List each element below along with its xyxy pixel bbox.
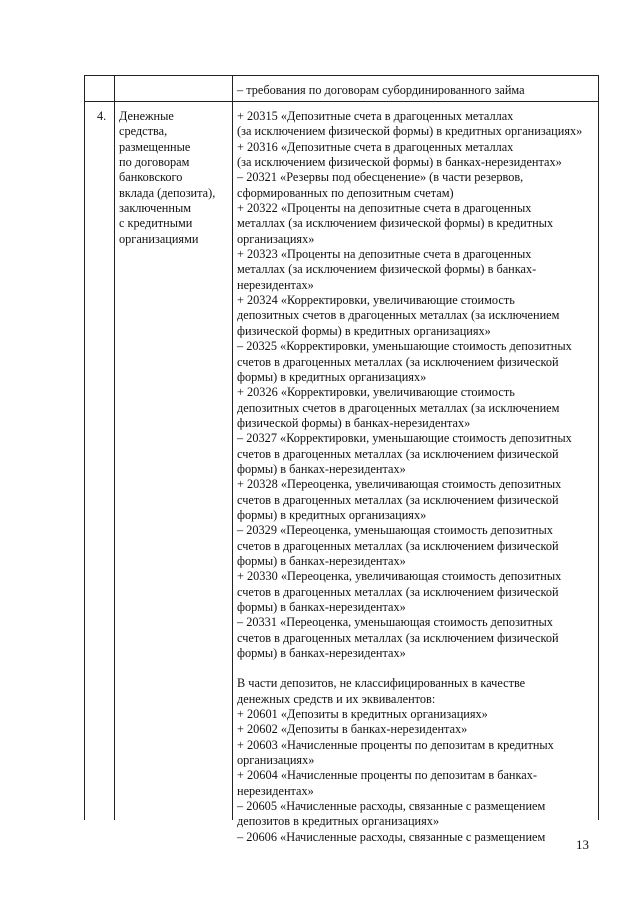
content-block-accounts xyxy=(237,109,582,661)
accounts-table xyxy=(84,75,599,844)
content-line: – 20327 «Корректировки, уменьшающие стоимость депозитных xyxy=(237,431,572,446)
content-line: формы) в банках-нерезидентах» xyxy=(237,646,406,661)
content-line: физической формы) в банках-нерезидентах» xyxy=(237,415,471,430)
content-line: денежных средств и их эквивалентов: xyxy=(237,691,436,706)
row-divider xyxy=(85,101,598,102)
content-line: – 20331 «Переоценка, уменьшающая стоимость депозитных xyxy=(237,615,553,630)
row-name-line: банковского xyxy=(119,170,183,185)
content-block-deposits xyxy=(237,676,582,845)
content-line: депозитных счетов в драгоценных металлах (за исключением xyxy=(237,400,560,415)
content-line: + 20316 «Депозитные счета в драгоценных металлах xyxy=(237,139,514,154)
content-line: + 20604 «Начисленные проценты по депозитам в банках- xyxy=(237,768,537,783)
content-line: – 20606 «Начисленные расходы, связанные с размещением xyxy=(237,829,546,844)
previous-row-content: – требования по договорам субординированного займа xyxy=(237,83,525,97)
content-line: депозитов в кредитных организациях» xyxy=(237,814,440,829)
content-line: + 20323 «Проценты на депозитные счета в драгоценных xyxy=(237,247,532,262)
content-line: организациях» xyxy=(237,231,315,246)
content-line: + 20602 «Депозиты в банках-нерезидентах» xyxy=(237,722,468,737)
content-line: физической формы) в кредитных организациях» xyxy=(237,323,491,338)
page-number: 13 xyxy=(576,837,589,852)
row-name-line: с кредитными xyxy=(119,216,193,231)
row-name-line: размещенные xyxy=(119,139,191,154)
content-line: формы) в кредитных организациях» xyxy=(237,507,427,522)
content-line: + 20326 «Корректировки, увеличивающие стоимость xyxy=(237,385,515,400)
content-line: формы) в кредитных организациях» xyxy=(237,369,427,384)
content-line: счетов в драгоценных металлах (за исключением физической xyxy=(237,446,559,461)
content-line: – 20321 «Резервы под обесценение» (в части резервов, xyxy=(237,170,524,185)
content-line: организациях» xyxy=(237,753,315,768)
content-line: + 20324 «Корректировки, увеличивающие стоимость xyxy=(237,293,515,308)
content-line: счетов в драгоценных металлах (за исключением физической xyxy=(237,584,559,599)
row-name xyxy=(119,109,215,247)
row-content xyxy=(237,109,582,845)
content-line: В части депозитов, не классифицированных в качестве xyxy=(237,676,526,691)
row-name-line: организациями xyxy=(119,231,199,246)
content-line: + 20603 «Начисленные проценты по депозитам в кредитных xyxy=(237,737,554,752)
content-line: счетов в драгоценных металлах (за исключением физической xyxy=(237,538,559,553)
content-line: + 20328 «Переоценка, увеличивающая стоимость депозитных xyxy=(237,477,562,492)
content-line: счетов в драгоценных металлах (за исключением физической xyxy=(237,354,559,369)
content-line: формы) в банках-нерезидентах» xyxy=(237,461,406,476)
content-line: + 20322 «Проценты на депозитные счета в драгоценных xyxy=(237,201,532,216)
row-number: 4. xyxy=(97,109,107,123)
content-line: – 20329 «Переоценка, уменьшающая стоимость депозитных xyxy=(237,523,553,538)
content-line: + 20601 «Депозиты в кредитных организациях» xyxy=(237,707,488,722)
row-name-line: средства, xyxy=(119,124,168,139)
content-line: депозитных счетов в драгоценных металлах (за исключением xyxy=(237,308,560,323)
content-line: металлах (за исключением физической формы) в кредитных xyxy=(237,216,554,231)
row-name-line: по договорам xyxy=(119,155,190,170)
column-divider-name xyxy=(232,76,233,820)
column-divider-number xyxy=(114,76,115,820)
content-line: нерезидентах» xyxy=(237,783,314,798)
row-name-line: заключенным xyxy=(119,201,191,216)
content-line: – 20325 «Корректировки, уменьшающие стоимость депозитных xyxy=(237,339,572,354)
content-line: – 20605 «Начисленные расходы, связанные с размещением xyxy=(237,799,546,814)
content-line: (за исключением физической формы) в банках-нерезидентах» xyxy=(237,155,562,170)
content-line: счетов в драгоценных металлах (за исключением физической xyxy=(237,630,559,645)
row-name-line: вклада (депозита), xyxy=(119,185,216,200)
content-line: + 20330 «Переоценка, увеличивающая стоимость депозитных xyxy=(237,569,562,584)
content-line: формы) в банках-нерезидентах» xyxy=(237,553,406,568)
content-line: формы) в банках-нерезидентах» xyxy=(237,600,406,614)
content-line: нерезидентах» xyxy=(237,277,314,292)
content-line: (за исключением физической формы) в кредитных организациях» xyxy=(237,124,583,139)
content-line: металлах (за исключением физической формы) в банках- xyxy=(237,262,537,277)
content-line: счетов в драгоценных металлах (за исключением физической xyxy=(237,492,559,507)
content-line: + 20315 «Депозитные счета в драгоценных металлах xyxy=(237,109,514,123)
row-name-line: Денежные xyxy=(119,109,174,123)
content-line: сформированных по депозитным счетам) xyxy=(237,185,454,200)
